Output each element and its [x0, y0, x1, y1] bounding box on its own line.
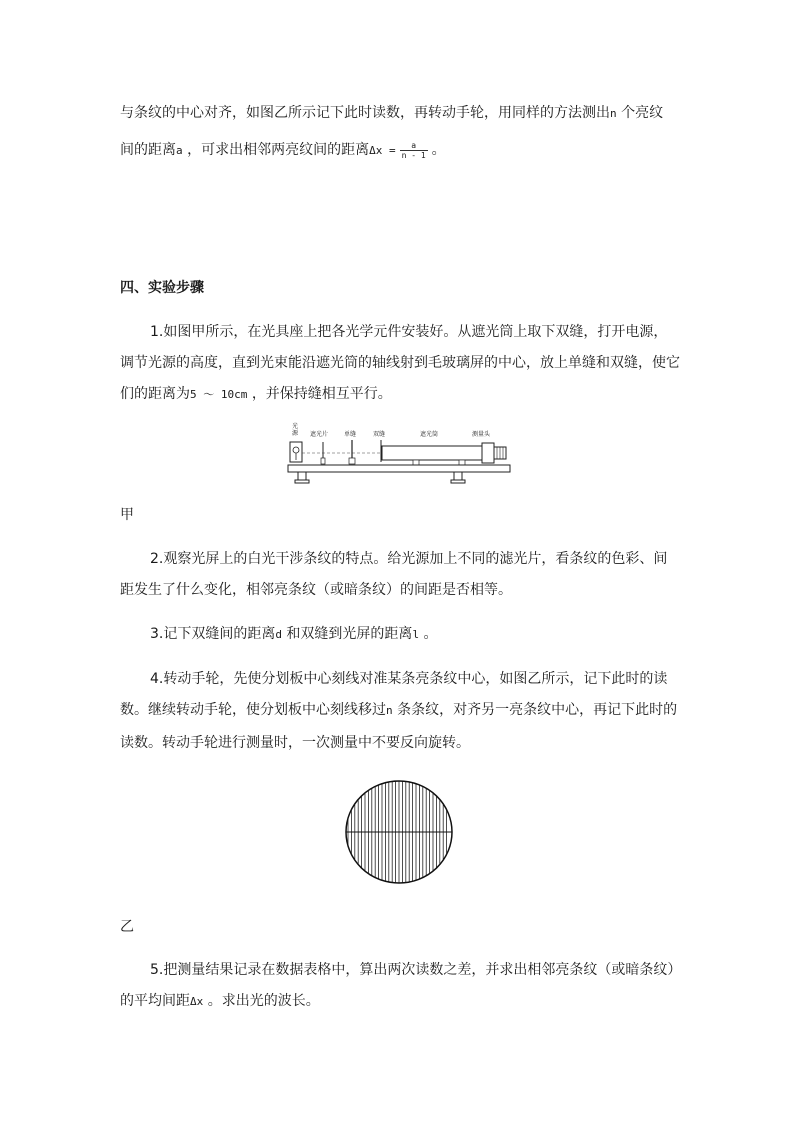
step5-text-a: 的平均间距 — [120, 993, 190, 1009]
intro-line-1 — [120, 103, 663, 124]
var-n: n — [610, 107, 617, 120]
intro-text-2a: 间的距离 — [120, 142, 176, 158]
step5-line1: 5.把测量结果记录在数据表格中，算出两次读数之差，并求出相邻亮条纹（或暗条纹） — [150, 962, 682, 978]
step4-text-a: 数。继续转动手轮，使分划板中心刻线移过 — [120, 702, 386, 718]
step4-line1: 4.转动手轮，先使分划板中心刻线对准某条亮条纹中心，如图乙所示，记下此时的读 — [150, 671, 668, 687]
svg-text:源: 源 — [292, 430, 299, 437]
label-meas-head: 测量头 — [472, 431, 491, 438]
step1-text-b: ，并保持缝相互平行。 — [251, 386, 392, 402]
step5-text-b: 。求出光的波长。 — [203, 993, 320, 1009]
var-d: d — [275, 628, 282, 641]
label-single-slit: 单缝 — [344, 431, 357, 438]
optical-bench — [288, 465, 510, 472]
intro-text-2-end: 。 — [431, 142, 446, 158]
step3-text-a: 3.记下双缝间的距离 — [150, 626, 276, 642]
delta-x-eq: Δx = — [369, 144, 396, 157]
step4-line3: 读数。转动手轮进行测量时，一次测量中不要反向旋转。 — [120, 735, 470, 751]
step1-text-a: 们的距离为 — [120, 386, 190, 402]
label-light-source: 光 — [292, 423, 299, 430]
section-heading: 四、实验步骤 — [120, 280, 204, 296]
step3-text-c: 。 — [419, 626, 438, 642]
intro-text-1-tail: 个亮纹 — [616, 105, 664, 121]
intro-text-1: 与条纹的中心对齐，如图乙所示记下此时读数，再转动手轮，用同样的方法测出 — [120, 105, 610, 121]
intro-line-2 — [120, 140, 446, 161]
var-dx: Δx — [190, 995, 204, 1008]
var-l: l — [412, 628, 420, 641]
measuring-head — [482, 443, 494, 463]
figure-jia-optical-bench — [286, 420, 518, 488]
step4-text-b: 条条纹，对齐另一亮条纹中心，再记下此时的 — [392, 702, 678, 718]
step1-line2: 调节光源的高度，直到光束能沿遮光筒的轴线射到毛玻璃屏的中心，放上单缝和双缝，使它 — [120, 355, 680, 371]
fraction — [400, 141, 428, 160]
step1-range: 5 ～ 10cm — [190, 388, 248, 401]
step4-line2 — [120, 700, 677, 721]
step2-line1: 2.观察光屏上的白光干涉条纹的特点。给光源加上不同的滤光片，看条纹的色彩、间 — [150, 551, 668, 567]
step3-line — [150, 624, 438, 645]
step1-line3 — [120, 384, 392, 405]
step5-line2 — [120, 991, 320, 1012]
figure-yi-fringe-view — [343, 778, 455, 886]
figure-yi-caption: 乙 — [120, 919, 134, 935]
step2-line2: 距发生了什么变化，相邻亮条纹（或暗条纹）的间距是否相等。 — [120, 582, 512, 598]
step1-line1: 1.如图甲所示，在光具座上把各光学元件安装好。从遮光筒上取下双缝，打开电源， — [150, 324, 668, 340]
intro-text-2b: ，可求出相邻两亮纹间的距离 — [187, 142, 370, 158]
figure-jia-caption: 甲 — [120, 507, 134, 523]
light-shield-tube — [382, 446, 482, 460]
label-double-slit: 双缝 — [373, 431, 386, 438]
fraction-denominator: n - 1 — [401, 150, 426, 160]
step3-text-b: 和双缝到光屏的距离 — [281, 626, 413, 642]
var-n-2: n — [386, 704, 393, 717]
fraction-numerator: a — [400, 141, 428, 151]
label-tube: 遮光筒 — [420, 431, 439, 438]
label-filter: 遮光片 — [310, 431, 329, 438]
var-a: a — [176, 144, 183, 157]
